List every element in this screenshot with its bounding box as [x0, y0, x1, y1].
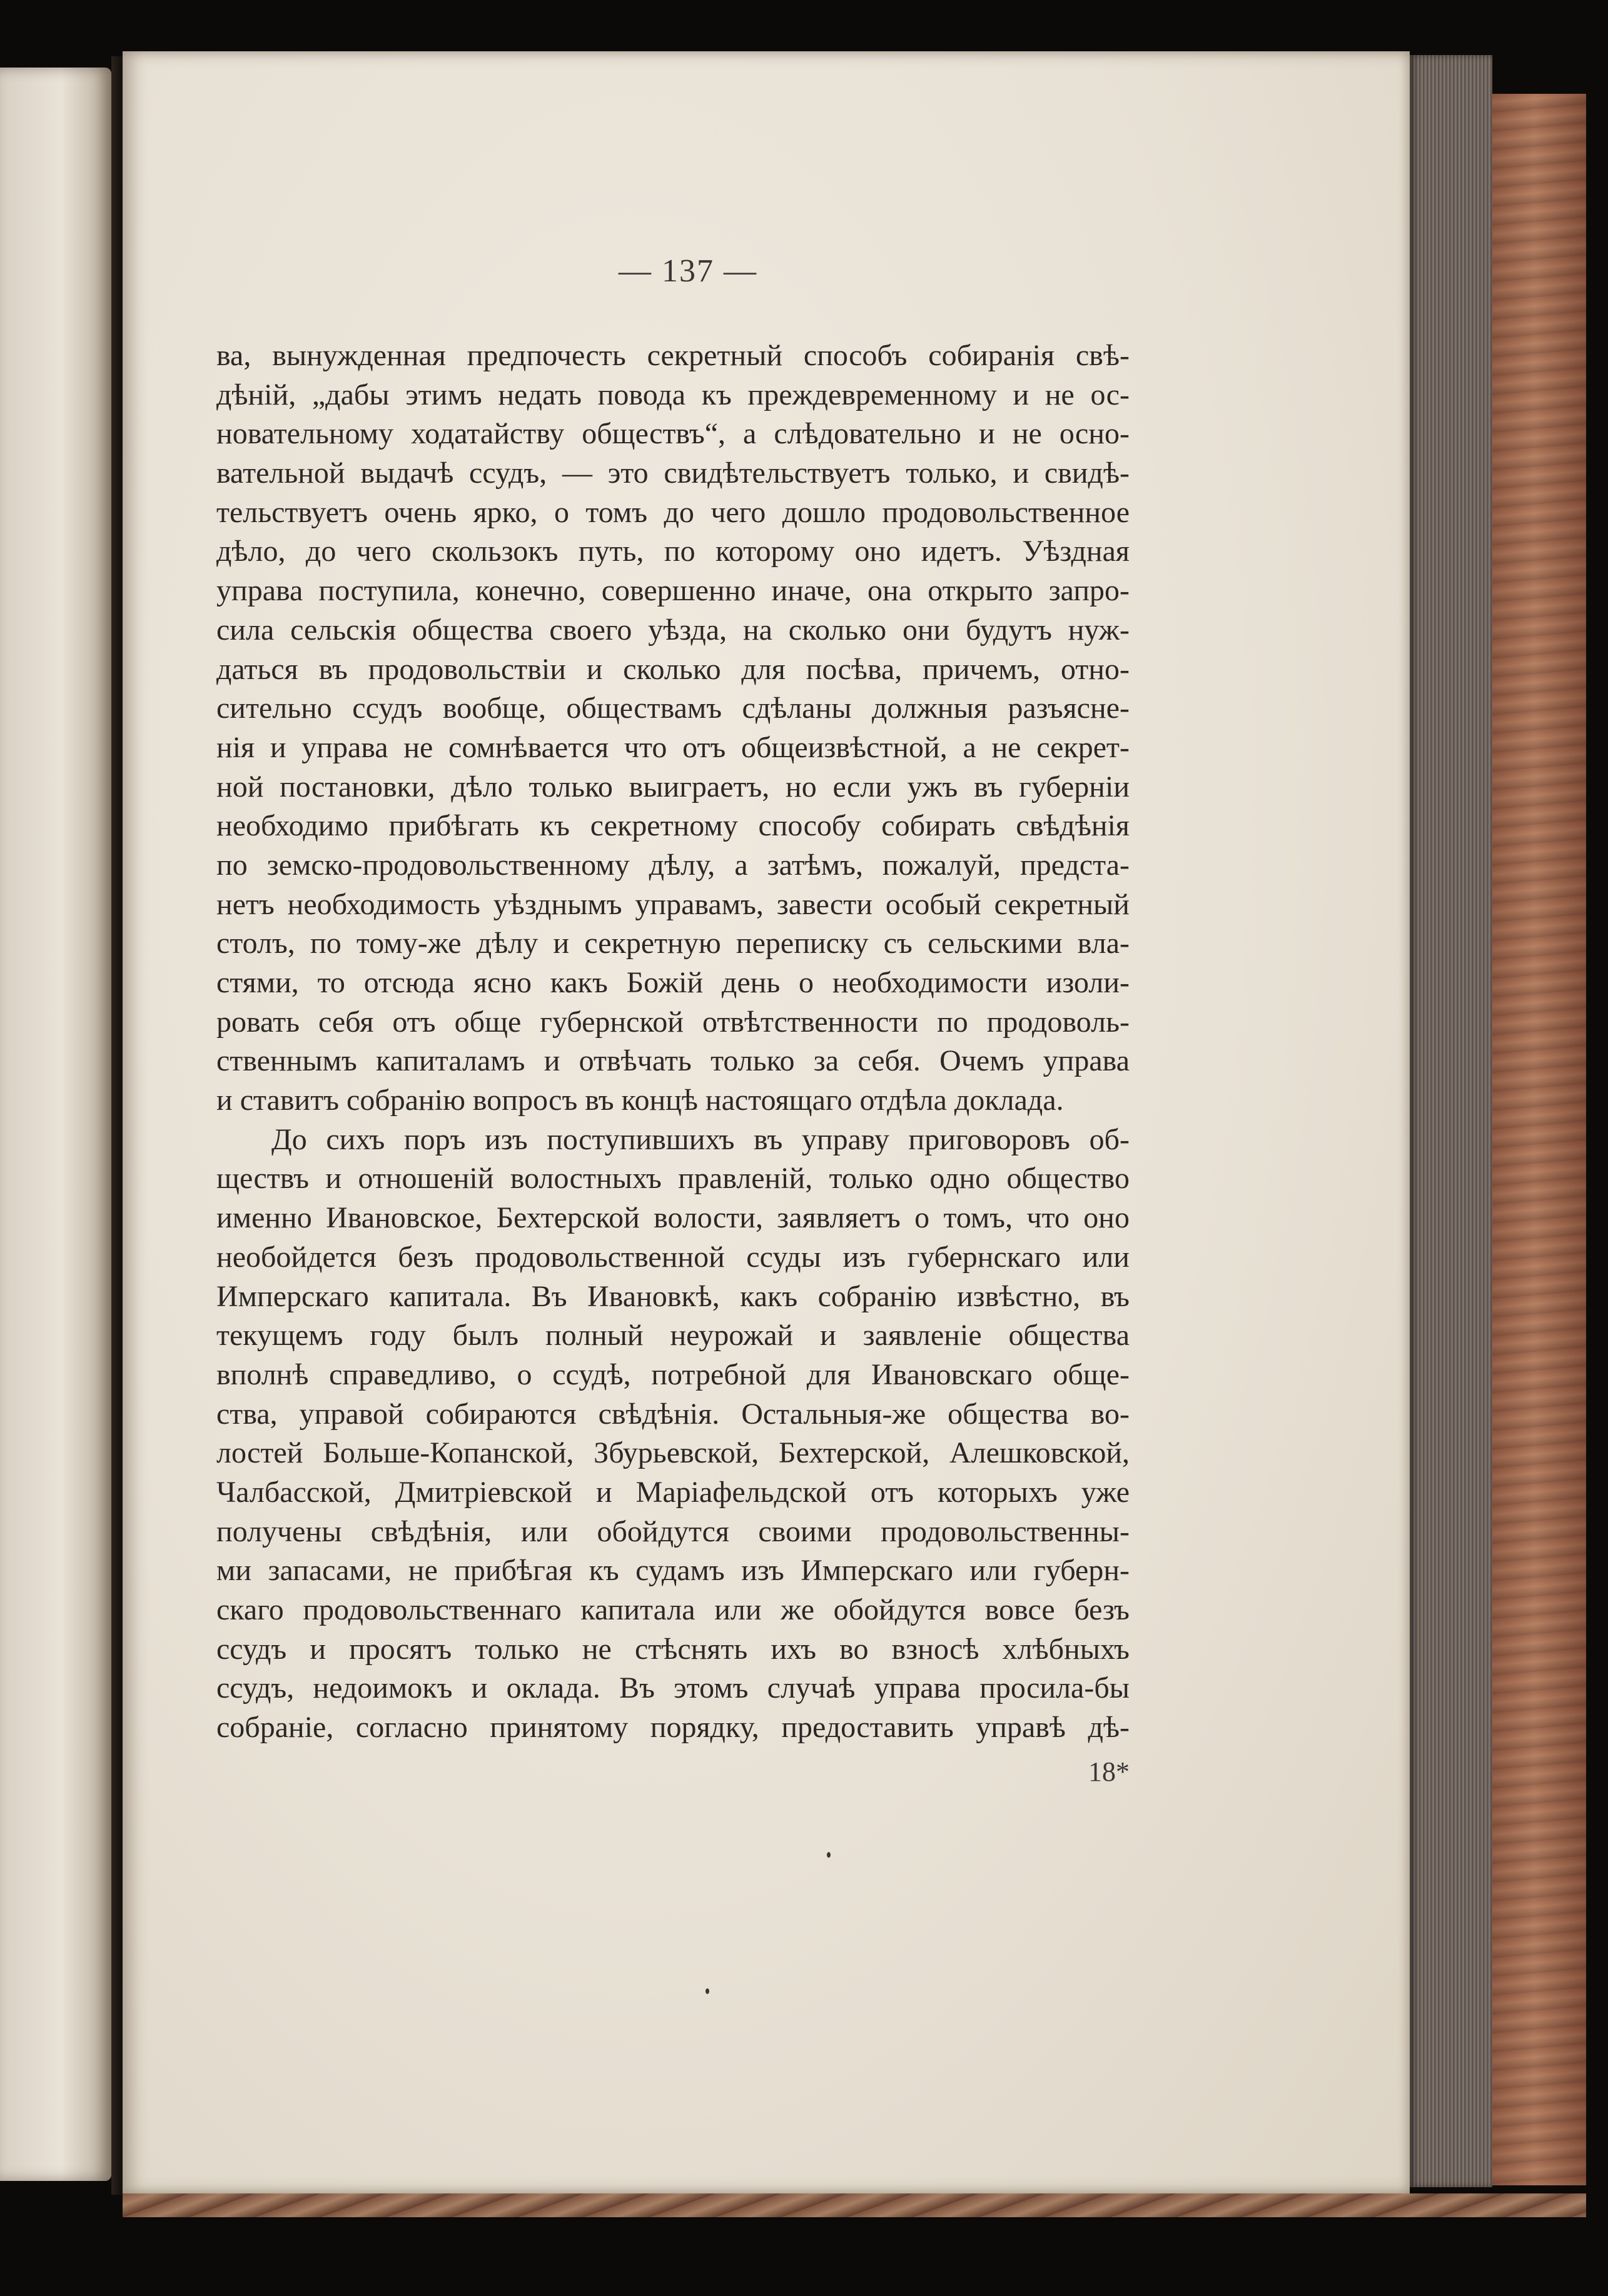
text-line: и ставитъ собранію вопросъ въ концѣ настоящаго отдѣла доклада.: [216, 1084, 1064, 1117]
text-line: тельствуетъ очень ярко, о томъ до чего дошло продовольственное: [216, 495, 1130, 529]
text-line: вательной выдачѣ ссудъ, — это свидѣтельствуетъ только, и свидѣ-: [216, 456, 1130, 490]
text-line: скаго продовольственнаго капитала или же обойдутся вовсе безъ: [216, 1593, 1130, 1626]
text-line: Имперскаго капитала. Въ Ивановкѣ, какъ собранію извѣстно, въ: [216, 1279, 1130, 1313]
text-line: по земско-продовольственному дѣлу, а затѣмъ, пожалуй, предста-: [216, 848, 1130, 882]
text-line: сила сельскія общества своего уѣзда, на сколько они будутъ нуж-: [216, 613, 1130, 647]
text-line: получены свѣдѣнія, или обойдутся своими продовольственны-: [216, 1514, 1130, 1548]
text-line: ровать себя отъ обще губернской отвѣтственности по продоволь-: [216, 1005, 1130, 1039]
text-line: Чалбасской, Дмитріевской и Маріафельдской отъ которыхъ уже: [216, 1475, 1130, 1509]
text-line: ссудъ и просятъ только не стѣснять ихъ во взносѣ хлѣбныхъ: [216, 1632, 1130, 1666]
page-edges: [1410, 55, 1492, 2187]
left-page-edge: [0, 68, 111, 2181]
text-line: текущемъ году былъ полный неурожай и заявленіе общества: [216, 1319, 1130, 1352]
text-line: лостей Больше-Копанской, Збурьевской, Бехтерской, Алешковской,: [216, 1436, 1130, 1470]
text-line: именно Ивановское, Бехтерской волости, заявляетъ о томъ, что оно: [216, 1201, 1130, 1235]
text-line: ми запасами, не прибѣгая къ судамъ изъ Имперскаго или губерн-: [216, 1554, 1130, 1588]
text-line: управа поступила, конечно, совершенно иначе, она открыто запро-: [216, 574, 1130, 608]
book-cover-edge: [1492, 94, 1586, 2185]
book-cover-bottom: [123, 2193, 1586, 2217]
text-line: новательному ходатайству обществъ“, а слѣдовательно и не осно-: [216, 417, 1130, 451]
text-line: дѣло, до чего скользокъ путь, по которому оно идетъ. Уѣздная: [216, 535, 1130, 568]
text-line: нія и управа не сомнѣвается что отъ общеизвѣстной, а не секрет-: [216, 730, 1130, 764]
paper-speck: [705, 1988, 709, 1994]
text-line: необходимо прибѣгать къ секретному способу собирать свѣдѣнія: [216, 809, 1130, 843]
text-line: собраніе, согласно принятому порядку, предоставить управѣ дѣ-: [216, 1711, 1130, 1745]
text-line: сительно ссудъ вообще, обществамъ сдѣланы должныя разъясне-: [216, 692, 1130, 725]
text-line: ства, управой собираются свѣдѣнія. Остальныя-же общества во-: [216, 1397, 1130, 1431]
body-text: [216, 336, 1130, 1748]
text-line: столъ, по тому-же дѣлу и секретную переписку съ сельскими вла-: [216, 927, 1130, 960]
text-line: ссудъ, недоимокъ и оклада. Въ этомъ случаѣ управа просила-бы: [216, 1671, 1130, 1705]
text-line: вполнѣ справедливо, о ссудѣ, потребной для Ивановскаго обще-: [216, 1357, 1130, 1391]
page-number: — 137 —: [619, 253, 757, 289]
text-line: ной постановки, дѣло только выиграетъ, но если ужъ въ губерніи: [216, 770, 1130, 803]
text-line: ществъ и отношеній волостныхъ правленій, только одно общество: [216, 1162, 1130, 1196]
text-line: До сихъ поръ изъ поступившихъ въ управу приговоровъ об-: [271, 1122, 1130, 1156]
text-line: нетъ необходимость уѣзднымъ управамъ, завести особый секретный: [216, 887, 1130, 921]
text-line: ственнымъ капиталамъ и отвѣчать только за себя. Очемъ управа: [216, 1044, 1130, 1078]
text-line: ва, вынужденная предпочесть секретный способъ собиранія свѣ-: [216, 339, 1130, 372]
paper-speck: [827, 1852, 831, 1858]
text-line: дѣній, „дабы этимъ недать повода къ преждевременному и не ос-: [216, 378, 1130, 411]
text-line: необойдется безъ продовольственной ссуды изъ губернскаго или: [216, 1240, 1130, 1274]
text-line: стями, то отсюда ясно какъ Божій день о необходимости изоли-: [216, 966, 1130, 999]
text-line: даться въ продовольствіи и сколько для посѣва, причемъ, отно-: [216, 652, 1130, 686]
signature-mark: 18*: [1088, 1756, 1130, 1787]
